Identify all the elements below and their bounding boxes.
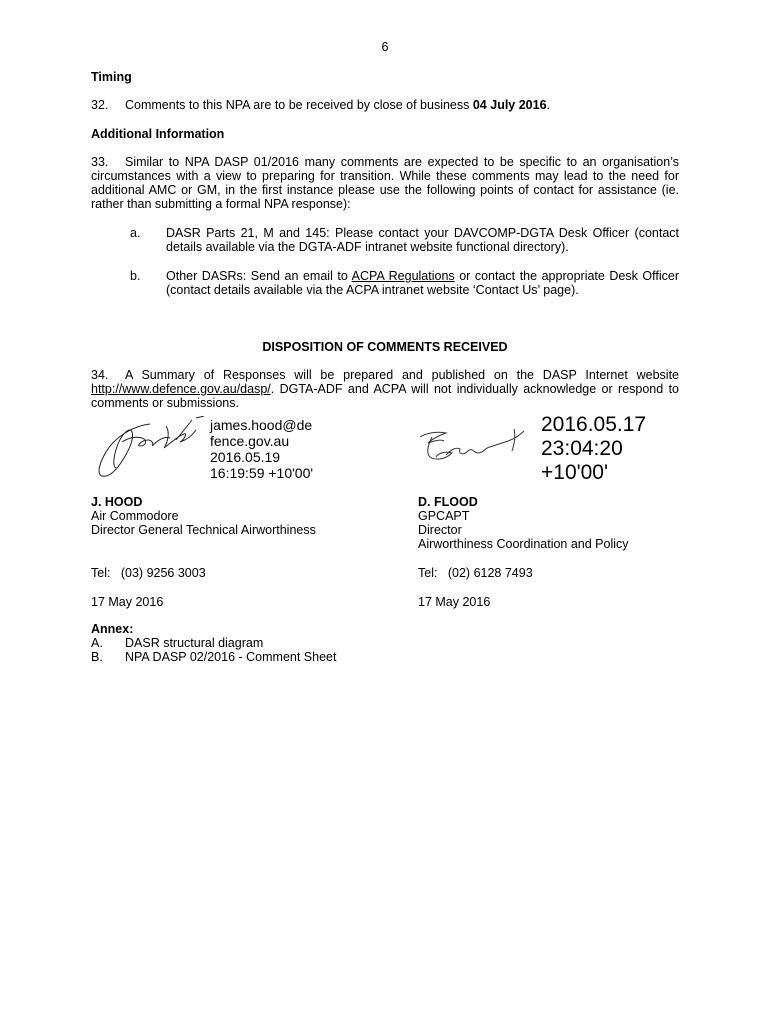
page-number: 6 [381, 40, 389, 54]
paragraph-text: Similar to NPA DASP 01/2016 many comments are expected to be specific to an organisation’s circumstances with a view to preparing for transition. While these comments may lead to the need for additional AMC or GM, in the first instance please use the following points of contact for assistance (ie. rather than submitting a formal NPA response): [91, 155, 679, 211]
flood-name: D. FLOOD [418, 495, 478, 509]
hood-date: 17 May 2016 [91, 595, 164, 609]
paragraph-34 [91, 368, 679, 410]
hood-name: J. HOOD [91, 495, 143, 509]
hood-telephone: Tel: (03) 9256 3003 [91, 566, 206, 580]
paragraph-number: 33. [91, 155, 109, 169]
paragraph-32 [91, 98, 679, 112]
list-item-text: Other DASRs: Send an email to [166, 269, 352, 283]
stamp-line: 2016.05.19 [210, 449, 281, 465]
title-line: Director [418, 523, 462, 537]
paragraph-text: A Summary of Responses will be prepared and published on the DASP Internet website [125, 368, 679, 382]
annex-letter: B. [91, 650, 103, 664]
stamp-line: 16:19:59 +10'00' [210, 465, 314, 481]
paragraph-33 [91, 155, 679, 211]
disposition-heading: DISPOSITION OF COMMENTS RECEIVED [262, 340, 508, 354]
annex-item [91, 636, 336, 650]
annex-item [91, 650, 336, 664]
annex-list [91, 636, 336, 664]
list-item-letter-b: b. [130, 269, 141, 283]
title-line: Airworthiness Coordination and Policy [418, 537, 629, 551]
dasp-website-link[interactable]: http://www.defence.gov.au/dasp/ [91, 382, 271, 396]
flood-date: 17 May 2016 [418, 595, 491, 609]
hood-title [91, 509, 316, 537]
list-item-text-a: DASR Parts 21, M and 145: Please contact your DAVCOMP-DGTA Desk Officer (contact details available via the DGTA-ADF intranet website functional directory). [166, 226, 679, 254]
deadline-date: 04 July 2016 [472, 98, 547, 112]
list-item-text-end: or contact the appropriate Desk Officer (contact details available via the ACPA intranet website ‘Contact Us’ page). [166, 269, 679, 297]
annex-text: NPA DASP 02/2016 - Comment Sheet [125, 650, 337, 664]
title-line: Director General Technical Airworthiness [91, 523, 316, 537]
stamp-line: 23:04:20 [541, 437, 623, 460]
additional-info-heading: Additional Information [91, 127, 225, 141]
annex-heading: Annex: [91, 622, 134, 636]
flood-telephone: Tel: (02) 6128 7493 [418, 566, 533, 580]
hood-handwritten-signature [92, 416, 208, 488]
list-item-letter-a: a. [130, 226, 141, 240]
stamp-line: james.hood@de [210, 417, 313, 433]
title-line: Air Commodore [91, 509, 179, 523]
acpa-regulations-link[interactable]: ACPA Regulations [351, 269, 455, 283]
stamp-line: +10'00' [541, 461, 608, 484]
paragraph-text-end: . DGTA-ADF and ACPA will not individually acknowledge or respond to comments or submissions. [91, 382, 679, 410]
paragraph-text-end: . [546, 98, 551, 112]
paragraph-number: 34. [91, 368, 109, 382]
flood-digital-signature-stamp [541, 413, 646, 485]
hood-digital-signature-stamp [210, 417, 313, 481]
timing-heading: Timing [91, 70, 132, 84]
flood-handwritten-signature [416, 425, 532, 469]
title-line: GPCAPT [418, 509, 470, 523]
annex-text: DASR structural diagram [125, 636, 264, 650]
stamp-line: 2016.05.17 [541, 413, 647, 436]
list-item-text-b [166, 269, 679, 297]
paragraph-number: 32. [91, 98, 109, 112]
paragraph-text: Comments to this NPA are to be received by close of business [125, 98, 473, 112]
annex-letter: A. [91, 636, 103, 650]
flood-title [418, 509, 629, 551]
stamp-line: fence.gov.au [210, 433, 290, 449]
